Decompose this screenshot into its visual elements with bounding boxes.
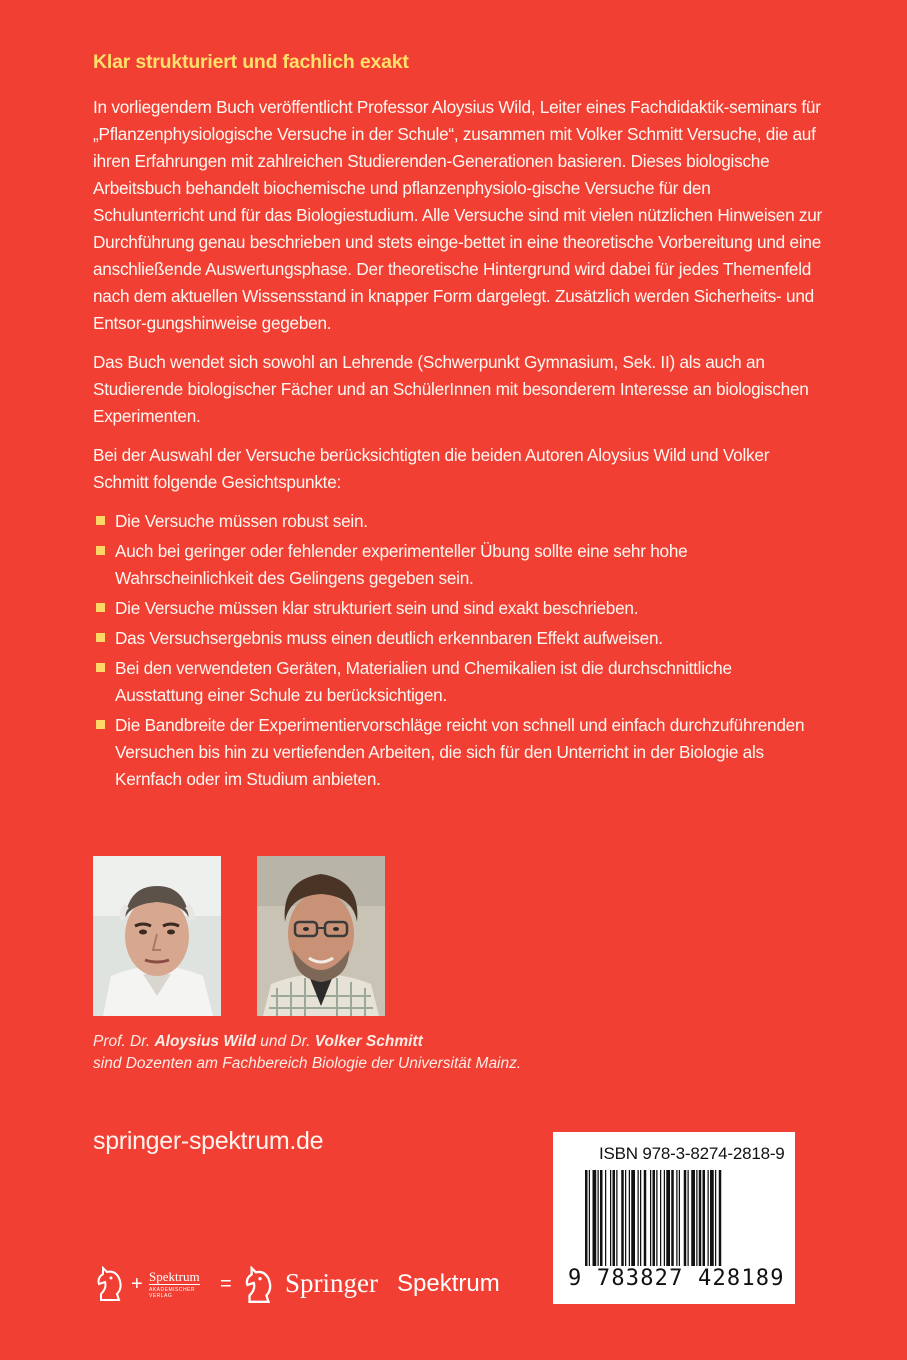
barcode-digits: 9 783827 428189 bbox=[568, 1266, 785, 1291]
barcode-bar bbox=[671, 1170, 674, 1266]
springer-wordmark: Springer bbox=[285, 1268, 378, 1298]
springer-knight-icon bbox=[241, 1266, 277, 1306]
bullet-icon bbox=[96, 516, 105, 525]
equals-sign: = bbox=[220, 1273, 232, 1295]
paragraph-audience: Das Buch wendet sich sowohl an Lehrende (Schwerpunkt Gymnasium, Sek. II) als auch an Studierende biologischer Fächer und an SchülerInnen mit besonderem Interesse an biologischen Experimenten. bbox=[93, 352, 809, 426]
spektrum-old-subtitle: AKADEMISCHER VERLAG bbox=[149, 1287, 196, 1299]
website-link[interactable]: springer-spektrum.de bbox=[93, 1127, 324, 1155]
list-item bbox=[93, 595, 823, 622]
publisher-logos bbox=[93, 1264, 513, 1308]
caption-line-1 bbox=[93, 1031, 521, 1053]
criteria-list bbox=[93, 508, 823, 793]
list-item-text: Auch bei geringer oder fehlender experimenteller Übung sollte eine sehr hohe Wahrscheinlichkeit des Gelingens gegeben sein. bbox=[115, 541, 688, 588]
barcode-bar bbox=[699, 1170, 702, 1266]
barcode-bar bbox=[719, 1170, 722, 1266]
barcode-bar bbox=[616, 1170, 617, 1266]
blurb-text bbox=[93, 94, 823, 796]
barcode-bar bbox=[629, 1170, 630, 1266]
barcode-bar bbox=[593, 1170, 597, 1266]
bullet-icon bbox=[96, 546, 105, 555]
list-item bbox=[93, 712, 823, 793]
barcode-bar bbox=[598, 1170, 599, 1266]
barcode-bar bbox=[653, 1170, 656, 1266]
author-caption bbox=[93, 1031, 521, 1075]
barcode-bar bbox=[613, 1170, 616, 1266]
barcode-bar bbox=[631, 1170, 635, 1266]
bullet-icon bbox=[96, 633, 105, 642]
caption-middle: und Dr. bbox=[255, 1033, 315, 1050]
barcode-bar bbox=[710, 1170, 714, 1266]
barcode-bar bbox=[684, 1170, 687, 1266]
barcode-bar bbox=[688, 1170, 689, 1266]
barcode-bar bbox=[664, 1170, 665, 1266]
barcode-bar bbox=[638, 1170, 639, 1266]
list-item bbox=[93, 508, 823, 535]
barcode-bar bbox=[691, 1170, 695, 1266]
barcode-panel bbox=[553, 1132, 795, 1304]
barcode-bar bbox=[708, 1170, 709, 1266]
list-item bbox=[93, 655, 823, 709]
author-photo-schmitt bbox=[257, 856, 385, 1016]
caption-line-2: sind Dozenten am Fachbereich Biologie der Universität Mainz. bbox=[93, 1055, 522, 1072]
barcode-bar bbox=[679, 1170, 680, 1266]
plus-sign: + bbox=[131, 1273, 143, 1295]
barcode-bar bbox=[666, 1170, 670, 1266]
paragraph-intro: In vorliegendem Buch veröffentlicht Professor Aloysius Wild, Leiter eines Fachdidaktik-seminars für „Pflanzenphysiologische Versuche in der Schule“, zusammen mit Volker Schmitt Versuche, die auf ihren Erfahrungen mit zahlreichen Studierenden-Generationen basieren. Dieses biologische Arbeitsbuch behandelt biochemische und pflanzenphysiolo-gische Versuche für den Schulunterricht und für das Biologiestudium. Alle Versuche sind mit vielen nützlichen Hinweisen zur Durchführung genau beschrieben und stets einge-bettet in eine theoretische Vorbereitung und eine anschließende Auswertungsphase. Der theoretische Hintergrund wird dabei für jedes Themenfeld nach dem aktuellen Wissensstand in knapper Form dargelegt. Zusätzlich werden Sicherheits- und Entsor-gungshinweise gegeben. bbox=[93, 97, 823, 333]
author-name-schmitt: Volker Schmitt bbox=[314, 1033, 423, 1050]
list-item-text: Bei den verwendeten Geräten, Materialien und Chemikalien ist die durchschnittliche Ausstattung einer Schule zu berücksichtigen. bbox=[115, 658, 732, 705]
list-item-text: Die Versuche müssen klar strukturiert sein und sind exakt beschrieben. bbox=[115, 598, 639, 618]
barcode-bar bbox=[621, 1170, 624, 1266]
list-item-text: Das Versuchsergebnis muss einen deutlich erkennbaren Effekt aufweisen. bbox=[115, 628, 663, 648]
author-photo-wild bbox=[93, 856, 221, 1016]
caption-prefix: Prof. Dr. bbox=[93, 1033, 155, 1050]
barcode-bar bbox=[715, 1170, 716, 1266]
list-item bbox=[93, 625, 823, 652]
barcode-bar bbox=[600, 1170, 603, 1266]
barcode-bar bbox=[585, 1170, 588, 1266]
list-item-text: Die Versuche müssen robust sein. bbox=[115, 511, 368, 531]
bullet-icon bbox=[96, 603, 105, 612]
author-name-wild: Aloysius Wild bbox=[154, 1033, 256, 1050]
springer-knight-icon bbox=[93, 1266, 127, 1304]
barcode-icon bbox=[585, 1170, 765, 1270]
paragraph-criteria: Bei der Auswahl der Versuche berücksichtigten die beiden Autoren Aloysius Wild und Volker Schmitt folgende Gesichtspunkte: bbox=[93, 445, 770, 492]
barcode-bar bbox=[610, 1170, 611, 1266]
barcode-bar bbox=[656, 1170, 657, 1266]
barcode-bar bbox=[589, 1170, 590, 1266]
barcode-bar bbox=[644, 1170, 647, 1266]
barcode-bar bbox=[605, 1170, 606, 1266]
barcode-bar bbox=[676, 1170, 677, 1266]
barcode-bar bbox=[640, 1170, 641, 1266]
spektrum-wordmark: Spektrum bbox=[397, 1270, 500, 1297]
isbn-label: ISBN 978-3-8274-2818-9 bbox=[599, 1144, 785, 1163]
barcode-bar bbox=[660, 1170, 661, 1266]
barcode-bar bbox=[703, 1170, 706, 1266]
bullet-icon bbox=[96, 663, 105, 672]
list-item-text: Die Bandbreite der Experimentiervorschläge reicht von schnell und einfach durchzuführenden Versuchen bis hin zu vertiefenden Arbeiten, die sich für den Unterricht in der Biologie als Kernfach oder im Studium anbieten. bbox=[115, 715, 805, 789]
barcode-bar bbox=[650, 1170, 651, 1266]
barcode-bar bbox=[696, 1170, 697, 1266]
spektrum-old-logo: Spektrum bbox=[149, 1269, 200, 1284]
list-item bbox=[93, 538, 823, 592]
bullet-icon bbox=[96, 720, 105, 729]
section-heading: Klar strukturiert und fachlich exakt bbox=[93, 51, 409, 73]
barcode-bar bbox=[625, 1170, 626, 1266]
